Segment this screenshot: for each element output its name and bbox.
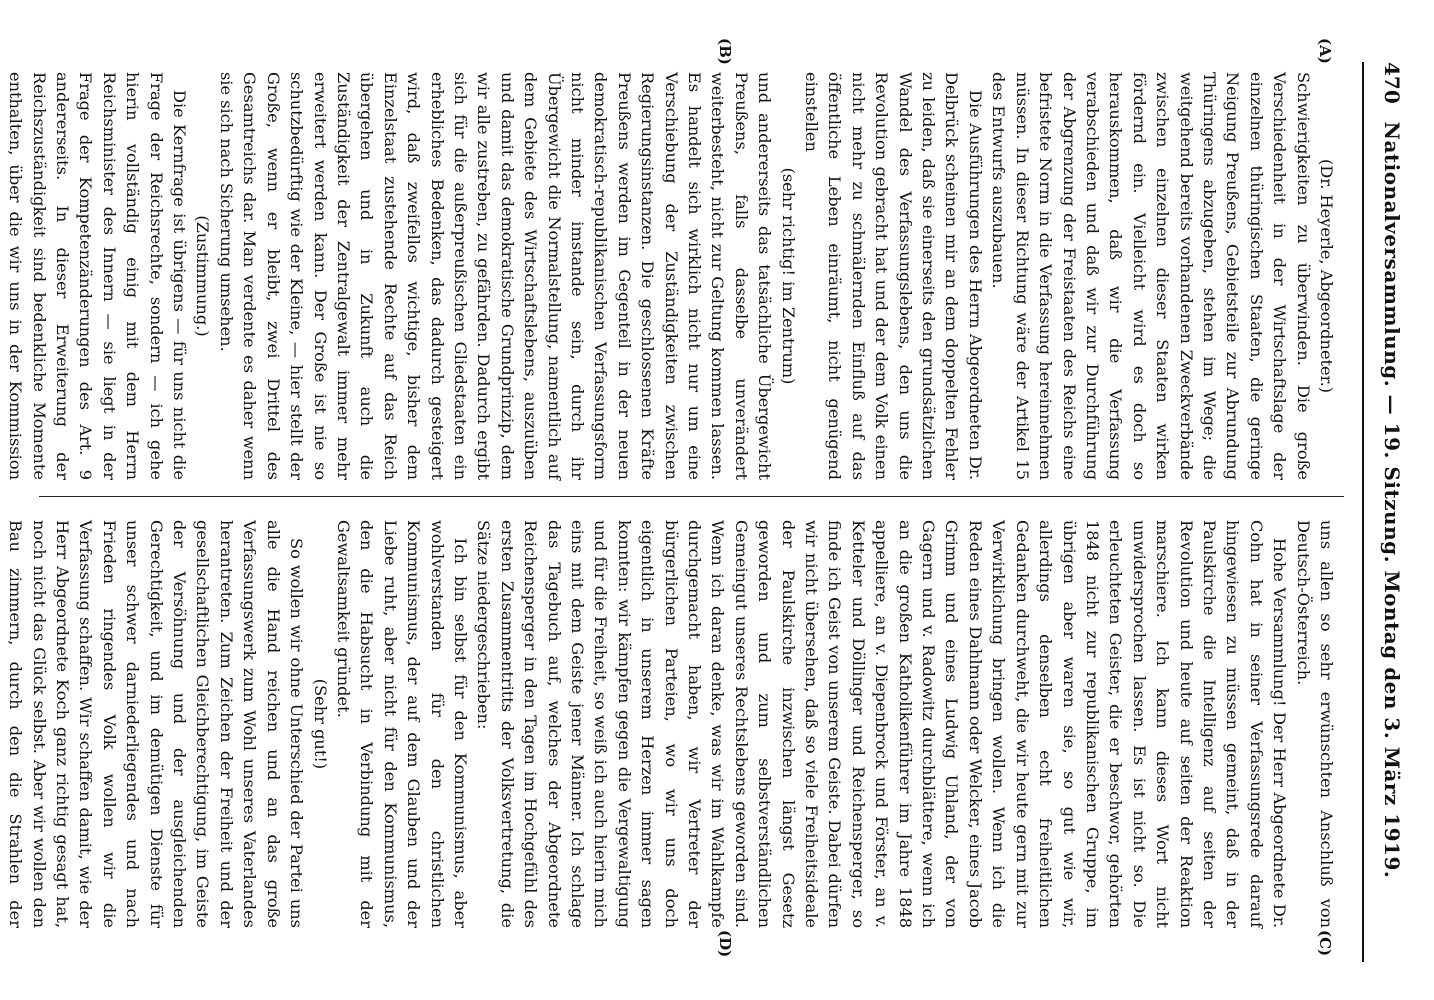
margin-mark-b: (B) (716, 38, 734, 65)
paragraph: Schwierigkeiten zu überwinden. Die große Verschiedenheit in der Wirtschaftslage der einzelnen thüringischen Staaten, die geringe Neigung Preußens, Gebietsteile zur Abrundung Thüringens abzugeben, stehen im Wege; die weitgehend bereits vorhandenen Zweckverbände zwischen einzelnen dieser Staaten wirken fördernd ein. Vielleicht wird es doch so herauskommen, daß wir die Verfassung verabschieden und daß wir zur Durchführung der Abgrenzung der Freistaaten des Reichs eine befristete Norm in die Verfassung hereinnehmen müssen. In dieser Richtung wäre der Artikel 15 des Entwurfs auszubauen. (989, 72, 1313, 480)
paragraph: uns allen so sehr erwünschten Anschluß von Deutsch-Österreich. (1293, 520, 1336, 928)
margin-mark-d: (D) (716, 930, 734, 958)
paragraph: So wollen wir ohne Unterschied der Partei uns alle die Hand reichen und an das große Verfassungswerk zum Wohl unseres Vaterlandes herantreten. Zum Zeichen der Freiheit und der gesellschaftlichen Gleichberechtigung, im Geiste der Versöhnung und der ausgleichenden Gerechtigkeit, und im demütigen Dienste für unser schwer darniederliegendes und nach Frieden ringendes Volk wollen wir die Verfassung schaffen. Wir schaffen damit, wie der Herr Abgeordnete Koch ganz richtig gesagt hat, noch nicht das Glück selbst. Aber wir wollen den Bau zimmern, durch den die Strahlen der (6, 520, 307, 928)
header-rule (1362, 62, 1364, 962)
paragraph: und andererseits das tatsächliche Übergewicht Preußens, falls dasselbe unverändert weiterbesteht, nicht zur Geltung kommen lassen. Es handelt sich wirklich nicht nur um eine Verschiebung der Zuständigkeiten zwischen Regierungsinstanzen. Die geschlossenen Kräfte Preußens werden im Gegenteil in der neuen demokratisch-republikanischen Verfassungsform nicht minder imstande sein, durch ihr Übergewicht die Normalstellung, namentlich auf dem Gebiete des Wirtschaftslebens, auszuüben und damit das demokratische Grundprinzip, dem wir alle zustreben, zu gefährden. Dadurch ergibt sich für die außerpreußischen Gliedstaaten ein erhebliches Bedenken, das dadurch gesteigert wird, daß zweifellos wichtige, bisher dem Einzelstaat zustehende Rechte auf das Reich übergehen und in Zukunft auch die Zuständigkeit der Zentralgewalt immer mehr erweitert werden kann. Der Große ist nie so schutzbedürftig wie der Kleine, — hier stellt der Große, wenn er bleibt, zwei Drittel des Gesamtreichs dar. Man verdente es daher wenn sie sich nach Sicherung umsehen. (216, 72, 775, 480)
interjection: (sehr richtig! im Zentrum) (778, 167, 798, 385)
margin-mark-a: (A) (1316, 38, 1334, 64)
speaker-line: (Dr. Heyerle, Abgeordneter.) (1317, 158, 1336, 394)
running-title: Nationalversammlung. — 19. Sitzung. Montag den 3. März 1919. (1380, 121, 1404, 879)
paragraph: Die Ausführungen des Herrn Abgeordneten Dr. Delbrück scheinen mir an dem doppelten Fehler zu leiden, daß sie einerseits den grundsätzlichen Wandel des Verfassungslebens, den uns die Revolution gebracht hat und der dem Volk einen nicht mehr zu schmälernden Einfluß auf das öffentliche Leben einräumt, nicht genügend einstellen (802, 72, 985, 480)
interjection: (Sehr gut!) (310, 678, 330, 770)
margin-mark-c: (C) (1316, 930, 1334, 957)
column-divider (39, 496, 1344, 497)
paragraph: Die Kernfrage ist übrigens — für uns nicht die Frage der Reichsrechte, sondern — ich gehe hierin vollständig einig mit dem Herrn Reichsminister des Innern — sie liegt in der Frage der Kompetenzänderungen des Art. 9 andererseits. In dieser Erweiterung der Reichszuständigkeit sind bedenkliche Momente enthalten, über die wir uns in der Kommission (6, 72, 190, 480)
quotation: Ich bin selbst für den Kommunismus, aber wohlverstanden für den christlichen Kommunismus, der auf dem Glauben und der Liebe ruht, aber nicht für den Kommunismus, den die Habsucht in Verbindung mit der Gewaltsamkeit gründet. (333, 520, 470, 928)
right-column (6, 520, 1338, 928)
page-number: 470 (1380, 62, 1404, 104)
interjection: (Zustimmung.) (193, 215, 213, 337)
paragraph: Hohe Versammlung! Der Herr Abgeordnete Dr. Cohn hat in seiner Verfassungsrede darauf hingewiesen zu müssen gemeint, daß in der Paulskirche die Intelligenz auf seiten der Revolution und heute auf seiten der Reaktion marschiere. Ich kann dieses Wort nicht unwidersprochen lassen. Es ist nicht so. Die erleuchteten Geister, die er beschwor, gehörten 1848 nicht zur republikanischen Gruppe, im übrigen aber waren sie, so gut wie wir, allerdings denselben echt freiheitlichen Gedanken durchweht, die wir heute gern mit zur Verwirklichung bringen wollen. Wenn ich die Reden eines Dahlmann oder Welcker, eines Jacob Grimm und eines Ludwig Uhland, der von Gagern und v. Radowitz durchblättere, wenn ich an die großen Katholikenführer im Jahre 1848 appelliere, an v. Diepenbrock und Förster, an v. Ketteler und Döllinger und Reichensperger, so finde ich Geist von unserem Geiste. Dabei dürfen wir nicht übersehen, daß so viele Freiheitsideale der Paulskirche inzwischen längst Gesetz geworden und zum selbstverständlichen Gemeingut unseres Rechtslebens geworden sind. Wenn ich daran denke, was wir im Wahlkampfe durchgemacht haben, wir Vertreter der bürgerlichen Parteien, wo wir uns doch eigentlich in unserem Herzen immer sagen konnten: wir kämpfen gegen die Vergewaltigung und für die Freiheit, so weiß ich auch hierin mich eins mit dem Geiste jener Männer. Ich schlage das Tagebuch auf, welches der Abgeordnete Reichensperger in den Tagen im Hochgefühl des ersten Zusammentritts der Volksvertretung, die Sätze niedergeschrieben: (474, 520, 1290, 928)
left-column (6, 72, 1338, 480)
